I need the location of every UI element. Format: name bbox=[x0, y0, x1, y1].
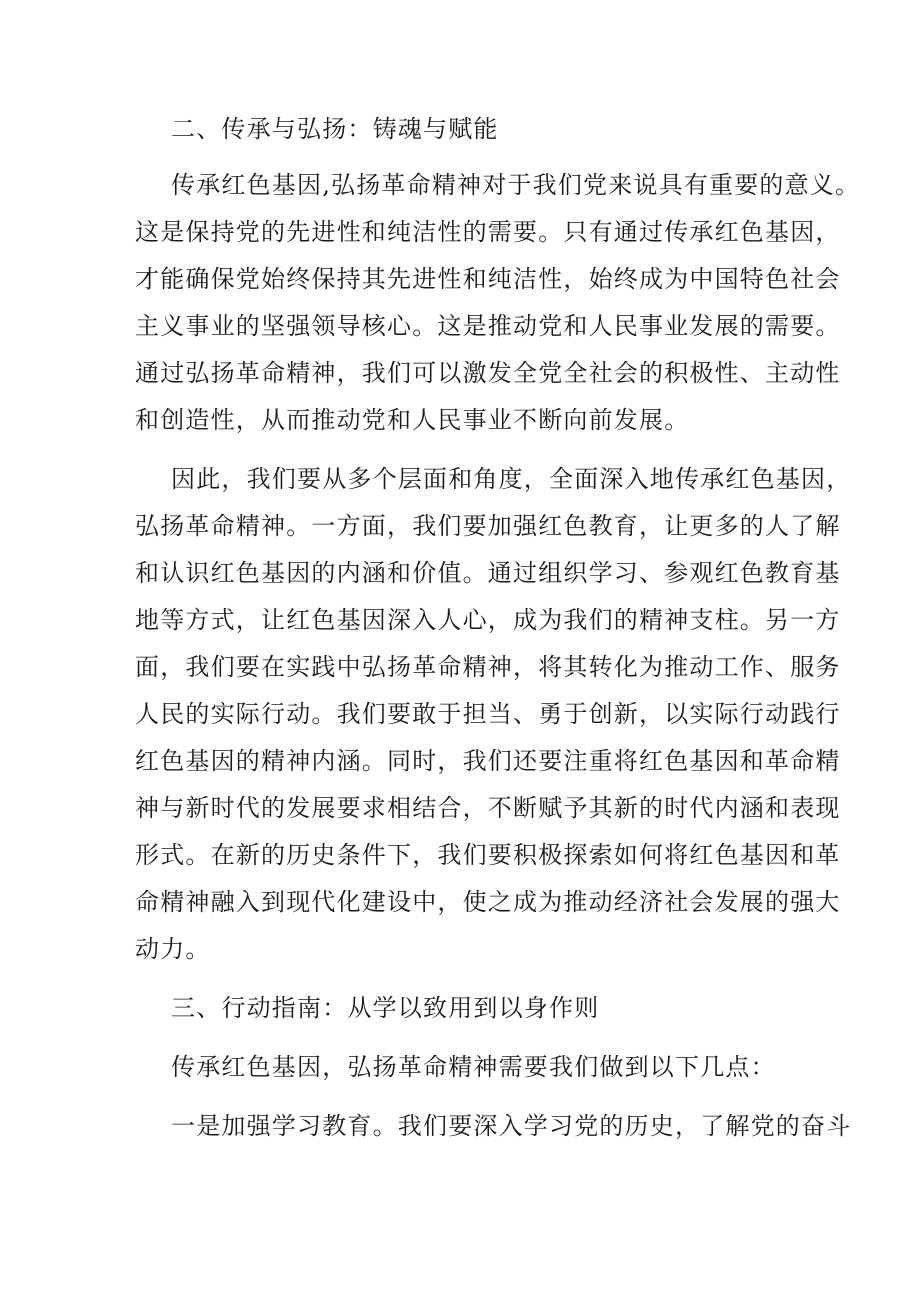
paragraph-line: 红色基因的精神内涵。同时，我们还要注重将红色基因和革命精 bbox=[135, 747, 841, 775]
paragraph-line: 命精神融入到现代化建设中，使之成为推动经济社会发展的强大 bbox=[135, 888, 841, 916]
paragraph-line: 人民的实际行动。我们要敢于担当、勇于创新，以实际行动践行 bbox=[135, 700, 841, 728]
paragraph-line: 一是加强学习教育。我们要深入学习党的历史，了解党的奋斗 bbox=[171, 1112, 852, 1140]
paragraph-line: 和认识红色基因的内涵和价值。通过组织学习、参观红色教育基 bbox=[135, 559, 841, 587]
paragraph-line: 弘扬革命精神。一方面，我们要加强红色教育，让更多的人了解 bbox=[135, 512, 841, 540]
paragraph-line: 这是保持党的先进性和纯洁性的需要。只有通过传承红色基因， bbox=[135, 218, 841, 246]
section-heading: 三、行动指南：从学以致用到以身作则 bbox=[171, 994, 600, 1022]
paragraph-line: 因此，我们要从多个层面和角度，全面深入地传承红色基因， bbox=[171, 465, 852, 493]
paragraph-line: 主义事业的坚强领导核心。这是推动党和人民事业发展的需要。 bbox=[135, 312, 841, 340]
paragraph-line: 地等方式，让红色基因深入人心，成为我们的精神支柱。另一方 bbox=[135, 606, 841, 634]
section-heading: 二、传承与弘扬：铸魂与赋能 bbox=[171, 115, 499, 143]
paragraph-line: 传承红色基因，弘扬革命精神需要我们做到以下几点： bbox=[171, 1053, 776, 1081]
paragraph-line: 动力。 bbox=[135, 935, 211, 963]
paragraph-line: 才能确保党始终保持其先进性和纯洁性，始终成为中国特色社会 bbox=[135, 265, 841, 293]
paragraph-line: 传承红色基因,弘扬革命精神对于我们党来说具有重要的意义。 bbox=[171, 171, 861, 199]
paragraph-line: 通过弘扬革命精神，我们可以激发全党全社会的积极性、主动性 bbox=[135, 359, 841, 387]
paragraph-line: 面，我们要在实践中弘扬革命精神，将其转化为推动工作、服务 bbox=[135, 653, 841, 681]
paragraph-line: 形式。在新的历史条件下，我们要积极探索如何将红色基因和革 bbox=[135, 841, 841, 869]
paragraph-line: 和创造性，从而推动党和人民事业不断向前发展。 bbox=[135, 406, 690, 434]
paragraph-line: 神与新时代的发展要求相结合，不断赋予其新的时代内涵和表现 bbox=[135, 794, 841, 822]
